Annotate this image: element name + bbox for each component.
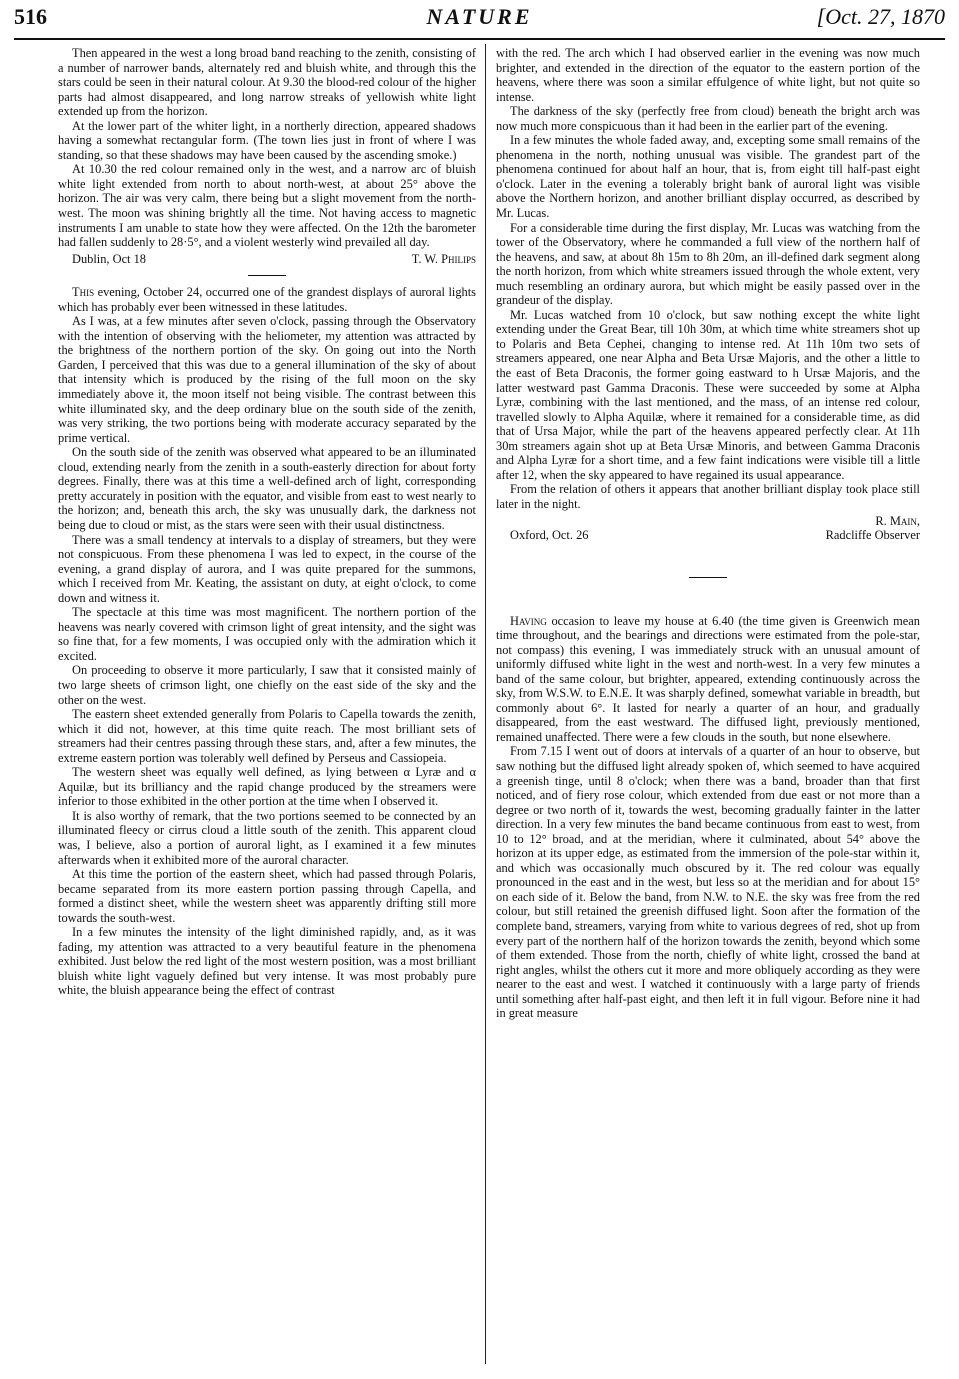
signature-line <box>58 252 476 267</box>
journal-title: NATURE <box>426 4 533 29</box>
author-name: T. W. Philips <box>411 251 476 266</box>
paragraph: Mr. Lucas watched from 10 o'clock, but saw nothing except the white light extending under the Great Bear, till 10h 30m, at which time white streamers shot up to Polaris and Beta Cephei, changing to intense red. At 11h 10m two sets of streamers appeared, one near Alpha and Beta Ursæ Majoris, and the other a little to the east of Beta Draconis, the former going eastward to h Ursæ Majoris, and the latter westward past Gamma Draconis. These were succeeded by some at Alpha Lyræ, combining with the last mentioned, and the mass, of an intense red colour, travelled slowly to Alpha Aquilæ, where it remained for a considerable time, as did that of Ursa Major, while the part of the heavens appeared perfectly clear. At 11h 30m streamers again shot up at Beta Ursæ Minoris, and between Gamma Draconis and Alpha Lyræ for a short time, and a few faint indications were visible till a little after 12, when the sky appeared to have regained its usual appearance. <box>496 307 920 482</box>
paragraph: The eastern sheet extended generally from Polaris to Capella towards the zenith, which it did not, however, at this time quite reach. The most brilliant sets of streamers had their centres passing through these stars, and, after a few minutes, the extreme eastern portion was tolerably well defined by Perseus and Cassiopeia. <box>58 707 476 765</box>
paragraph <box>58 285 476 314</box>
lead-text: occasion to leave my house at 6.40 (the time given is Greenwich mean time throughout, and the bearings and directions were estimated from the pole-star, not compass) this evening, I was immediately struck with an unusual amount of uniformly diffused white light in the west and north-west. In a very few minutes a band of the same colour, but brighter, appeared, extending continuously across the sky, from W.S.W. to E.N.E. It was sharply defined, somewhat variable in breadth, but commonly about 6°. It lasted for nearly a quarter of an hour, and gradually disappeared, from the east westward. The diffused light, previously mentioned, remained unaffected. There were a few clouds in the south, but none elsewhere. <box>496 613 920 744</box>
paragraph: It is also worthy of remark, that the two portions seemed to be connected by an illuminated fleecy or cirrus cloud a little south of the zenith. This apparent cloud was, I believe, also a portion of auroral light, as I examined it a few minutes afterwards when it exhibited more of the auroral character. <box>58 808 476 867</box>
paragraph: On the south side of the zenith was observed what appeared to be an illuminated cloud, extending nearly from the zenith in a south-easterly direction for about forty degrees. Finally, there was at this time a well-defined arch of light, corresponding pretty accurately in position with the equator, and visible from east to west nearly to the horizon; and, beneath this arch, the sky was unusually dark, the darkness not being due to cloud or mist, as the stars were seen with their usual distinctness. <box>58 445 476 532</box>
right-column <box>496 46 920 1021</box>
lead-text: evening, October 24, occurred one of the grandest displays of auroral lights which has probably ever been witnessed in these latitudes. <box>58 285 476 314</box>
author-title: Radcliffe Observer <box>825 528 920 542</box>
letter-third <box>496 614 920 1021</box>
paragraph: In a few minutes the whole faded away, and, excepting some small remains of the phenomena in the north, nothing unusual was visible. The grandest part of the phenomena continued for about half an hour, that is, from eight till half-past eight o'clock. Later in the evening a tolerably bright bank of auroral light was visible above the Northern horizon, and another brilliant display occurred, as described by Mr. Lucas. <box>496 133 920 221</box>
paragraph: The western sheet was equally well defined, as lying between α Lyræ and α Aquilæ, but its brilliancy and the rapid change produced by the streamers were inferior to those exhibited in the other portion at the time when I observed it. <box>58 765 476 809</box>
paragraph: From the relation of others it appears that another brilliant display took place still later in the night. <box>496 482 920 511</box>
place-date: Oxford, Oct. 26 <box>510 527 589 542</box>
letter-main-continued <box>496 46 920 543</box>
section-separator <box>689 577 727 578</box>
paragraph: As I was, at a few minutes after seven o'clock, passing through the Observatory with the intention of observing with the heliometer, my attention was attracted by the brightness of the northern portion of the sky. On going out into the North Garden, I perceived that this was due to a general illumination of the sky of about that intensity which is produced by the rising of the full moon on the sky immediately above it, the moon itself not being visible. The contrast between this white illuminated sky, and the deep ordinary blue on the south side of the zenith, was very striking, the two portions being with moderate accuracy separated by the prime vertical. <box>58 314 476 445</box>
page-header <box>14 2 945 40</box>
paragraph <box>496 614 920 745</box>
paragraph: At this time the portion of the eastern sheet, which had passed through Polaris, became separated from its more eastern portion passing through Capella, and formed a distinct sheet, while the western sheet was apparently drifting still more towards the south-west. <box>58 867 476 925</box>
column-divider <box>485 44 486 1364</box>
paragraph: Then appeared in the west a long broad band reaching to the zenith, consisting of a number of narrower bands, alternately red and bluish white, and through this the stars could be seen in their natural colour. At 9.30 the blood-red colour of the higher parts had almost disappeared, and long narrow streaks of yellowish white light extended up from the horizon. <box>58 46 476 119</box>
place-date: Dublin, Oct 18 <box>72 251 146 266</box>
paragraph: In a few minutes the intensity of the light diminished rapidly, and, as it was fading, my attention was attracted to a very beautiful feature in the phenomena exhibited. Just below the red light of the most western position, was a most brilliant bluish white light vaguely defined but very intense. It was most probably pure white, the bluish appearance being the effect of contrast <box>58 925 476 998</box>
signature-block <box>496 514 920 543</box>
author-name: R. Main, <box>875 513 920 528</box>
author-block <box>826 514 920 543</box>
paragraph: with the red. The arch which I had observed earlier in the evening was now much brighter, and extended in the direction of the equator to the eastern portion of the heavens, where there was soon a similar effulgence of white light, but not quite so intense. <box>496 46 920 104</box>
lead-word: This <box>72 285 95 300</box>
paragraph: At 10.30 the red colour remained only in the west, and a narrow arc of bluish white light extended from north to about north-west, at about 25° above the horizon. The air was very calm, there being but a slight movement from the north-west. The moon was shining brightly all the time. Not having access to magnetic instruments I am unable to state how they were affected. On the 12th the barometer had fallen suddenly to 28·5°, and a violent westerly wind prevailed all day. <box>58 162 476 250</box>
paragraph: For a considerable time during the first display, Mr. Lucas was watching from the tower of the Observatory, where he commanded a full view of the northern half of the heavens, and saw, at about 8h 15m to 8h 20m, an ill-defined dark segment along the north horizon, from which white streamers issued through the whole extent, very much resembling an ordinary aurora, but which might be easily passed over in the grandeur of the display. <box>496 220 920 308</box>
paragraph: There was a small tendency at intervals to a display of streamers, but they were not conspicuous. From these phenomena I was led to expect, in the course of the evening, a grand display of aurora, and I was quite prepared for the summons, which I received from Mr. Keating, the assistant on duty, at eight o'clock, to come down and witness it. <box>58 532 476 605</box>
lead-word: Having <box>510 613 547 628</box>
letter-main <box>58 285 476 998</box>
issue-date: [Oct. 27, 1870 <box>816 4 945 29</box>
paragraph: On proceeding to observe it more particularly, I saw that it consisted mainly of two large sheets of crimson light, one chiefly on the east side of the sky and the other on the west. <box>58 663 476 707</box>
letter-philips <box>58 46 476 266</box>
paragraph: At the lower part of the whiter light, in a northerly direction, appeared shadows having a somewhat rectangular form. (The town lies just in front of where I was standing, so that these shadows may have been caused by the ascending smoke.) <box>58 118 476 162</box>
paragraph: The darkness of the sky (perfectly free from cloud) beneath the bright arch was now much more conspicuous than it had been in the earlier part of the evening. <box>496 104 920 133</box>
section-separator <box>248 275 286 276</box>
paragraph: From 7.15 I went out of doors at intervals of a quarter of an hour to observe, but saw nothing but the diffused light already spoken of, which seemed to have acquired a greenish tinge, until 8 o'clock; when there was a band, broader than that first noticed, and of fiery rose colour, which extended from due east or not more than a degree or two north of it, towards the west, becoming gradually fainter in the latter direction. In a very few minutes the band became continuous from east to west, from 10 to 12° broad, and at the meridian, where it culminated, about 54° above the horizon at its upper edge, as estimated from the immersion of the pole-star within it, and which was occasionally much obscured by it. The red colour was equally pronounced in the east and in the west, but less so at the meridian and for about 15° on each side of it. Below the band, from N.W. to N.E. the sky was free from the red colour, but still retained the greenish diffused light. Soon after the formation of the complete band, streamers, varying from white to various degrees of red, shot up from every part of the northern half of the horizon towards the zenith, beyond which some of them extended. Those from the north, chiefly of white light, crossed the band at right angles, whilst the others cut it more and more obliquely according as they were nearer to the east and west. I watched it continuously with a large party of friends until something after half-past eight, and then left it in full vigour. Before nine it had in great measure <box>496 744 920 1021</box>
left-column <box>58 46 476 998</box>
page-number: 516 <box>14 4 47 29</box>
paragraph: The spectacle at this time was most magnificent. The northern portion of the heavens was nearly covered with crimson light of great intensity, and the sight was so fine that, for a few moments, I was occupied only with the admiration which it excited. <box>58 605 476 663</box>
